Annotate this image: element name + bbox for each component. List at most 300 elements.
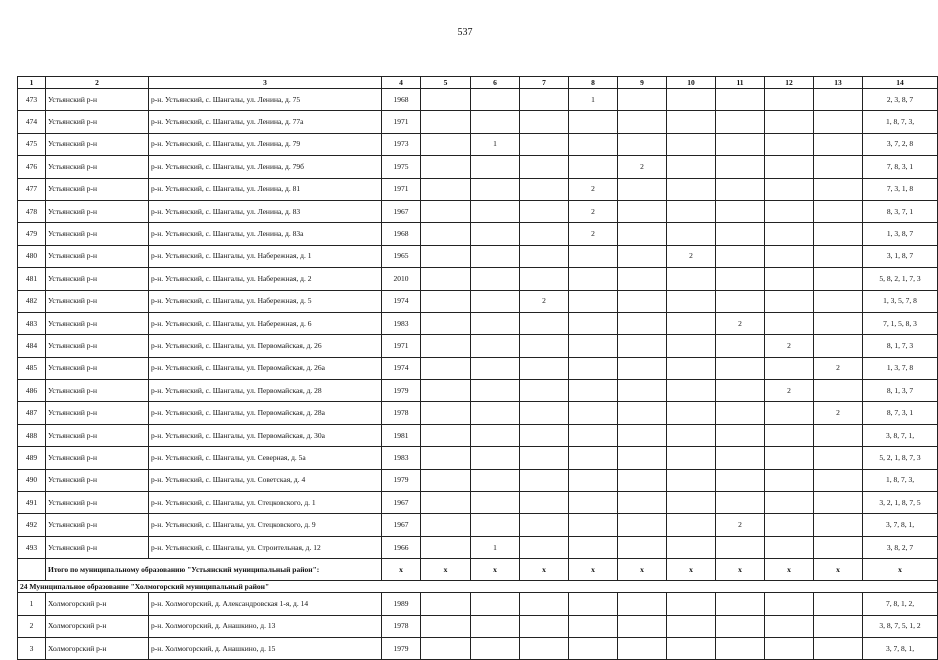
value-cell-c8 — [569, 424, 618, 446]
value-cell-c7 — [520, 536, 569, 558]
row-number: 487 — [18, 402, 46, 424]
value-cell-c10 — [667, 290, 716, 312]
value-cell-c5 — [421, 424, 471, 446]
column-header: 6 — [471, 77, 520, 89]
value-cell-c8 — [569, 312, 618, 334]
column-header: 11 — [716, 77, 765, 89]
value-cell-c12 — [765, 223, 814, 245]
district-cell: Устьянский р-н — [46, 335, 149, 357]
codes-cell: 1, 3, 7, 8 — [863, 357, 938, 379]
column-header: 2 — [46, 77, 149, 89]
column-header: 13 — [814, 77, 863, 89]
year-cell: 1973 — [382, 133, 421, 155]
district-cell: Холмогорский р-н — [46, 593, 149, 615]
total-mark: x — [520, 559, 569, 581]
value-cell-c5 — [421, 156, 471, 178]
value-cell-c8: 2 — [569, 200, 618, 222]
value-cell-c13 — [814, 615, 863, 637]
value-cell-c8: 2 — [569, 178, 618, 200]
value-cell-c12 — [765, 536, 814, 558]
address-cell: р-н. Устьянский, с. Шангалы, ул. Первомайская, д. 30а — [149, 424, 382, 446]
district-cell: Устьянский р-н — [46, 424, 149, 446]
row-number: 477 — [18, 178, 46, 200]
total-row — [18, 559, 938, 581]
value-cell-c6 — [471, 178, 520, 200]
value-cell-c6 — [471, 380, 520, 402]
value-cell-c5 — [421, 593, 471, 615]
row-number: 473 — [18, 89, 46, 111]
data-table — [17, 76, 938, 660]
table-row — [18, 111, 938, 133]
year-cell: 1967 — [382, 514, 421, 536]
value-cell-c5 — [421, 637, 471, 659]
value-cell-c7 — [520, 335, 569, 357]
codes-cell: 8, 7, 3, 1 — [863, 402, 938, 424]
year-cell: 1983 — [382, 312, 421, 334]
address-cell: р-н. Устьянский, с. Шангалы, ул. Ленина, д. 83а — [149, 223, 382, 245]
value-cell-c9 — [618, 492, 667, 514]
value-cell-c9 — [618, 615, 667, 637]
district-cell: Холмогорский р-н — [46, 615, 149, 637]
value-cell-c9 — [618, 245, 667, 267]
codes-cell: 3, 7, 8, 1, — [863, 637, 938, 659]
column-header: 14 — [863, 77, 938, 89]
value-cell-c9 — [618, 89, 667, 111]
total-mark: x — [814, 559, 863, 581]
column-header: 3 — [149, 77, 382, 89]
value-cell-c11 — [716, 335, 765, 357]
value-cell-c11 — [716, 156, 765, 178]
row-number: 489 — [18, 447, 46, 469]
value-cell-c10 — [667, 424, 716, 446]
value-cell-c6 — [471, 424, 520, 446]
value-cell-c6 — [471, 402, 520, 424]
value-cell-c7 — [520, 615, 569, 637]
district-cell: Устьянский р-н — [46, 268, 149, 290]
value-cell-c7 — [520, 200, 569, 222]
value-cell-c10 — [667, 536, 716, 558]
value-cell-c5 — [421, 133, 471, 155]
value-cell-c13 — [814, 200, 863, 222]
address-cell: р-н. Устьянский, с. Шангалы, ул. Северная, д. 5а — [149, 447, 382, 469]
codes-cell: 3, 8, 2, 7 — [863, 536, 938, 558]
year-cell: 1965 — [382, 245, 421, 267]
column-header: 1 — [18, 77, 46, 89]
value-cell-c9: 2 — [618, 156, 667, 178]
value-cell-c5 — [421, 245, 471, 267]
page-number: 537 — [457, 27, 473, 38]
table-row — [18, 402, 938, 424]
value-cell-c12 — [765, 290, 814, 312]
value-cell-c6 — [471, 637, 520, 659]
value-cell-c6 — [471, 111, 520, 133]
value-cell-c9 — [618, 637, 667, 659]
value-cell-c13 — [814, 89, 863, 111]
value-cell-c10 — [667, 380, 716, 402]
value-cell-c11 — [716, 245, 765, 267]
value-cell-c10 — [667, 357, 716, 379]
address-cell: р-н. Устьянский, с. Шангалы, ул. Первомайская, д. 28а — [149, 402, 382, 424]
value-cell-c13 — [814, 178, 863, 200]
row-number: 492 — [18, 514, 46, 536]
value-cell-c12 — [765, 111, 814, 133]
value-cell-c9 — [618, 514, 667, 536]
value-cell-c8 — [569, 357, 618, 379]
value-cell-c12 — [765, 89, 814, 111]
value-cell-c9 — [618, 312, 667, 334]
header-row — [18, 77, 938, 89]
value-cell-c8 — [569, 290, 618, 312]
address-cell: р-н. Устьянский, с. Шангалы, ул. Ленина, д. 83 — [149, 200, 382, 222]
value-cell-c8 — [569, 514, 618, 536]
value-cell-c7 — [520, 469, 569, 491]
value-cell-c13 — [814, 111, 863, 133]
value-cell-c12: 2 — [765, 335, 814, 357]
address-cell: р-н. Устьянский, с. Шангалы, ул. Ленина, д. 81 — [149, 178, 382, 200]
value-cell-c7 — [520, 514, 569, 536]
value-cell-c6 — [471, 200, 520, 222]
year-cell: 1971 — [382, 111, 421, 133]
total-mark: x — [716, 559, 765, 581]
codes-cell: 1, 8, 7, 3, — [863, 469, 938, 491]
row-number: 476 — [18, 156, 46, 178]
table-row — [18, 424, 938, 446]
value-cell-c10 — [667, 447, 716, 469]
value-cell-c13 — [814, 637, 863, 659]
value-cell-c8 — [569, 111, 618, 133]
value-cell-c5 — [421, 89, 471, 111]
value-cell-c13 — [814, 536, 863, 558]
value-cell-c10 — [667, 637, 716, 659]
value-cell-c7 — [520, 89, 569, 111]
value-cell-c5 — [421, 402, 471, 424]
table-row — [18, 615, 938, 637]
value-cell-c11 — [716, 424, 765, 446]
value-cell-c6 — [471, 268, 520, 290]
value-cell-c7 — [520, 424, 569, 446]
value-cell-c8 — [569, 492, 618, 514]
district-cell: Устьянский р-н — [46, 402, 149, 424]
row-number: 474 — [18, 111, 46, 133]
value-cell-c13 — [814, 380, 863, 402]
row-number: 479 — [18, 223, 46, 245]
codes-cell: 2, 3, 8, 7 — [863, 89, 938, 111]
address-cell: р-н. Устьянский, с. Шангалы, ул. Ленина, д. 77а — [149, 111, 382, 133]
district-cell: Устьянский р-н — [46, 111, 149, 133]
row-number: 493 — [18, 536, 46, 558]
value-cell-c6 — [471, 312, 520, 334]
value-cell-c7 — [520, 111, 569, 133]
value-cell-c13 — [814, 424, 863, 446]
value-cell-c12: 2 — [765, 380, 814, 402]
value-cell-c7 — [520, 492, 569, 514]
address-cell: р-н. Устьянский, с. Шангалы, ул. Набережная, д. 1 — [149, 245, 382, 267]
value-cell-c11: 2 — [716, 312, 765, 334]
value-cell-c5 — [421, 615, 471, 637]
value-cell-c8 — [569, 335, 618, 357]
address-cell: р-н. Устьянский, с. Шангалы, ул. Ленина, д. 79 — [149, 133, 382, 155]
codes-cell: 1, 3, 8, 7 — [863, 223, 938, 245]
value-cell-c6 — [471, 593, 520, 615]
value-cell-c9 — [618, 335, 667, 357]
value-cell-c10 — [667, 200, 716, 222]
row-number: 1 — [18, 593, 46, 615]
value-cell-c11 — [716, 133, 765, 155]
value-cell-c11 — [716, 402, 765, 424]
column-header: 9 — [618, 77, 667, 89]
table-row — [18, 89, 938, 111]
value-cell-c9 — [618, 290, 667, 312]
address-cell: р-н. Устьянский, с. Шангалы, ул. Набережная, д. 6 — [149, 312, 382, 334]
value-cell-c9 — [618, 223, 667, 245]
value-cell-c11 — [716, 380, 765, 402]
value-cell-c5 — [421, 178, 471, 200]
value-cell-c5 — [421, 357, 471, 379]
codes-cell: 5, 8, 2, 1, 7, 3 — [863, 268, 938, 290]
value-cell-c5 — [421, 469, 471, 491]
value-cell-c12 — [765, 447, 814, 469]
value-cell-c13 — [814, 514, 863, 536]
table-row — [18, 536, 938, 558]
value-cell-c10 — [667, 312, 716, 334]
year-cell: 1979 — [382, 637, 421, 659]
value-cell-c8 — [569, 536, 618, 558]
value-cell-c6 — [471, 514, 520, 536]
value-cell-c10 — [667, 156, 716, 178]
district-cell: Устьянский р-н — [46, 200, 149, 222]
value-cell-c7: 2 — [520, 290, 569, 312]
address-cell: р-н. Устьянский, с. Шангалы, ул. Стецковского, д. 1 — [149, 492, 382, 514]
value-cell-c11 — [716, 89, 765, 111]
value-cell-c6 — [471, 447, 520, 469]
table-row — [18, 447, 938, 469]
value-cell-c9 — [618, 424, 667, 446]
value-cell-c5 — [421, 223, 471, 245]
codes-cell: 3, 2, 1, 8, 7, 5 — [863, 492, 938, 514]
row-number: 2 — [18, 615, 46, 637]
value-cell-c6 — [471, 469, 520, 491]
year-cell: 1983 — [382, 447, 421, 469]
value-cell-c9 — [618, 268, 667, 290]
address-cell: р-н. Холмогорский, д. Анашкино, д. 15 — [149, 637, 382, 659]
value-cell-c10 — [667, 402, 716, 424]
value-cell-c12 — [765, 469, 814, 491]
address-cell: р-н. Холмогорский, д. Анашкино, д. 13 — [149, 615, 382, 637]
row-number: 486 — [18, 380, 46, 402]
address-cell: р-н. Устьянский, с. Шангалы, ул. Ленина, д. 75 — [149, 89, 382, 111]
address-cell: р-н. Устьянский, с. Шангалы, ул. Стецковского, д. 9 — [149, 514, 382, 536]
value-cell-c10 — [667, 514, 716, 536]
section-row — [18, 581, 938, 593]
value-cell-c10 — [667, 223, 716, 245]
district-cell: Устьянский р-н — [46, 245, 149, 267]
total-mark: x — [765, 559, 814, 581]
value-cell-c10 — [667, 133, 716, 155]
year-cell: 1979 — [382, 380, 421, 402]
address-cell: р-н. Устьянский, с. Шангалы, ул. Ленина, д. 79б — [149, 156, 382, 178]
value-cell-c12 — [765, 514, 814, 536]
year-cell: 1981 — [382, 424, 421, 446]
value-cell-c9 — [618, 357, 667, 379]
district-cell: Холмогорский р-н — [46, 637, 149, 659]
value-cell-c13 — [814, 223, 863, 245]
value-cell-c9 — [618, 593, 667, 615]
value-cell-c5 — [421, 111, 471, 133]
address-cell: р-н. Устьянский, с. Шангалы, ул. Советская, д. 4 — [149, 469, 382, 491]
value-cell-c5 — [421, 447, 471, 469]
value-cell-c13: 2 — [814, 357, 863, 379]
address-cell: р-н. Устьянский, с. Шангалы, ул. Первомайская, д. 26а — [149, 357, 382, 379]
year-cell: 1979 — [382, 469, 421, 491]
codes-cell: 8, 1, 3, 7 — [863, 380, 938, 402]
value-cell-c13 — [814, 593, 863, 615]
row-number: 483 — [18, 312, 46, 334]
district-cell: Устьянский р-н — [46, 156, 149, 178]
value-cell-c12 — [765, 402, 814, 424]
district-cell: Устьянский р-н — [46, 536, 149, 558]
value-cell-c11 — [716, 178, 765, 200]
column-header: 4 — [382, 77, 421, 89]
value-cell-c8 — [569, 156, 618, 178]
table-row — [18, 593, 938, 615]
table-row — [18, 357, 938, 379]
table-row — [18, 290, 938, 312]
value-cell-c8: 2 — [569, 223, 618, 245]
codes-cell: 7, 8, 3, 1 — [863, 156, 938, 178]
value-cell-c8 — [569, 593, 618, 615]
value-cell-c12 — [765, 268, 814, 290]
district-cell: Устьянский р-н — [46, 133, 149, 155]
section-title: 24 Муниципальное образование "Холмогорский муниципальный район" — [18, 581, 938, 593]
value-cell-c9 — [618, 447, 667, 469]
value-cell-c7 — [520, 245, 569, 267]
row-number: 485 — [18, 357, 46, 379]
value-cell-c5 — [421, 335, 471, 357]
total-blank — [18, 559, 46, 581]
year-cell: 1966 — [382, 536, 421, 558]
table-row — [18, 178, 938, 200]
codes-cell: 3, 7, 2, 8 — [863, 133, 938, 155]
value-cell-c6 — [471, 492, 520, 514]
year-cell: 1967 — [382, 492, 421, 514]
value-cell-c10 — [667, 615, 716, 637]
column-header: 10 — [667, 77, 716, 89]
district-cell: Устьянский р-н — [46, 492, 149, 514]
value-cell-c13 — [814, 133, 863, 155]
value-cell-c11: 2 — [716, 514, 765, 536]
codes-cell: 7, 3, 1, 8 — [863, 178, 938, 200]
year-cell: 1978 — [382, 615, 421, 637]
total-mark: x — [382, 559, 421, 581]
year-cell: 1968 — [382, 89, 421, 111]
codes-cell: 1, 3, 5, 7, 8 — [863, 290, 938, 312]
value-cell-c8 — [569, 447, 618, 469]
value-cell-c5 — [421, 290, 471, 312]
year-cell: 1971 — [382, 178, 421, 200]
year-cell: 1989 — [382, 593, 421, 615]
value-cell-c5 — [421, 536, 471, 558]
value-cell-c10: 2 — [667, 245, 716, 267]
value-cell-c7 — [520, 637, 569, 659]
value-cell-c12 — [765, 156, 814, 178]
value-cell-c12 — [765, 200, 814, 222]
value-cell-c6 — [471, 223, 520, 245]
value-cell-c13 — [814, 312, 863, 334]
table-row — [18, 245, 938, 267]
value-cell-c12 — [765, 492, 814, 514]
value-cell-c11 — [716, 615, 765, 637]
value-cell-c8 — [569, 133, 618, 155]
value-cell-c5 — [421, 380, 471, 402]
value-cell-c6 — [471, 156, 520, 178]
value-cell-c6 — [471, 245, 520, 267]
value-cell-c12 — [765, 133, 814, 155]
district-cell: Устьянский р-н — [46, 447, 149, 469]
value-cell-c8 — [569, 402, 618, 424]
value-cell-c8 — [569, 469, 618, 491]
district-cell: Устьянский р-н — [46, 89, 149, 111]
column-header: 12 — [765, 77, 814, 89]
year-cell: 1971 — [382, 335, 421, 357]
value-cell-c7 — [520, 357, 569, 379]
year-cell: 1968 — [382, 223, 421, 245]
value-cell-c11 — [716, 111, 765, 133]
table-row — [18, 380, 938, 402]
total-mark: x — [863, 559, 938, 581]
value-cell-c12 — [765, 615, 814, 637]
value-cell-c6 — [471, 89, 520, 111]
codes-cell: 3, 8, 7, 1, — [863, 424, 938, 446]
value-cell-c5 — [421, 312, 471, 334]
value-cell-c13 — [814, 156, 863, 178]
table-row — [18, 492, 938, 514]
value-cell-c11 — [716, 469, 765, 491]
address-cell: р-н. Устьянский, с. Шангалы, ул. Первомайская, д. 28 — [149, 380, 382, 402]
value-cell-c12 — [765, 245, 814, 267]
value-cell-c7 — [520, 133, 569, 155]
value-cell-c5 — [421, 268, 471, 290]
value-cell-c7 — [520, 447, 569, 469]
value-cell-c11 — [716, 492, 765, 514]
value-cell-c13 — [814, 268, 863, 290]
codes-cell: 5, 2, 1, 8, 7, 3 — [863, 447, 938, 469]
year-cell: 1974 — [382, 290, 421, 312]
value-cell-c10 — [667, 268, 716, 290]
address-cell: р-н. Устьянский, с. Шангалы, ул. Набережная, д. 2 — [149, 268, 382, 290]
value-cell-c13 — [814, 469, 863, 491]
value-cell-c7 — [520, 178, 569, 200]
table-row — [18, 223, 938, 245]
table-row — [18, 133, 938, 155]
row-number: 3 — [18, 637, 46, 659]
table-row — [18, 268, 938, 290]
row-number: 482 — [18, 290, 46, 312]
total-mark: x — [421, 559, 471, 581]
value-cell-c13: 2 — [814, 402, 863, 424]
table-row — [18, 156, 938, 178]
district-cell: Устьянский р-н — [46, 290, 149, 312]
district-cell: Устьянский р-н — [46, 469, 149, 491]
district-cell: Устьянский р-н — [46, 514, 149, 536]
year-cell: 1978 — [382, 402, 421, 424]
address-cell: р-н. Холмогорский, д. Александровская 1-я, д. 14 — [149, 593, 382, 615]
value-cell-c11 — [716, 357, 765, 379]
value-cell-c6: 1 — [471, 133, 520, 155]
value-cell-c10 — [667, 111, 716, 133]
address-cell: р-н. Устьянский, с. Шангалы, ул. Набережная, д. 5 — [149, 290, 382, 312]
total-mark: x — [569, 559, 618, 581]
codes-cell: 7, 8, 1, 2, — [863, 593, 938, 615]
